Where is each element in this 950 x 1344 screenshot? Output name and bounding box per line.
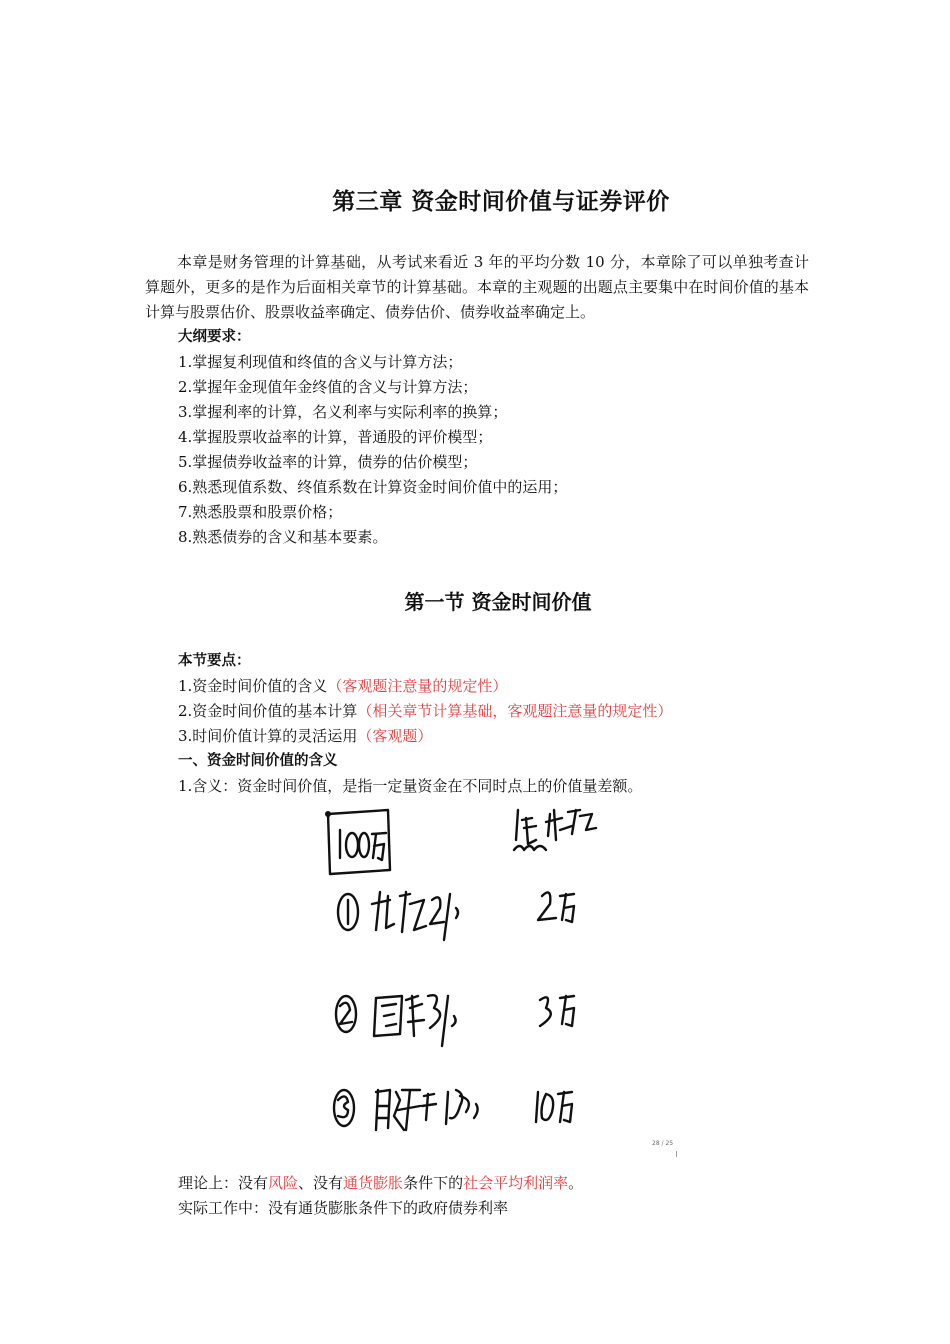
key-point-note: （相关章节计算基础，客观题注意量的规定性）	[357, 702, 673, 720]
theory-end: 。	[568, 1174, 584, 1192]
page-marker	[676, 1151, 677, 1157]
intro-paragraph: 本章是财务管理的计算基础，从考试来看近 3 年的平均分数 10 分，本章除了可以单独考查计算题外，更多的是作为后面相关章节的计算基础。本章的主观题的出题点主要集中在时间价值的基本计算与股票估价、股票收益率确定、债券估价、债券收益率确定上。	[145, 253, 809, 321]
outline-item: 7.熟悉股票和股票价格；	[178, 503, 343, 521]
outline-item: 2.掌握年金现值年金终值的含义与计算方法；	[178, 378, 478, 396]
outline-item: 1.掌握复利现值和终值的含义与计算方法；	[178, 353, 463, 371]
key-point-text: 2.资金时间价值的基本计算	[178, 702, 358, 720]
outline-item: 4.掌握股票收益率的计算，普通股的评价模型；	[178, 428, 493, 446]
outline-item: 8.熟悉债券的含义和基本要素。	[178, 528, 388, 546]
definition-line: 1.含义：资金时间价值，是指一定量资金在不同时点上的价值量差额。	[178, 777, 643, 795]
outline-item: 5.掌握债券收益率的计算，债券的估价模型；	[178, 453, 478, 471]
theory-line	[178, 1171, 583, 1196]
theory-inflation: 通货膨胀	[343, 1174, 404, 1192]
bottom-block	[178, 1171, 583, 1221]
chapter-title: 第三章 资金时间价值与证券评价	[332, 189, 670, 215]
theory-prefix: 理论上：没有	[178, 1174, 269, 1192]
handwriting-drawing	[310, 800, 690, 1160]
page-number: 28 / 25	[652, 1140, 674, 1147]
outline-item: 6.熟悉现值系数、终值系数在计算资金时间价值中的运用；	[178, 478, 568, 496]
section-title: 第一节 资金时间价值	[404, 590, 592, 614]
key-point-item	[178, 674, 672, 699]
key-points-block	[178, 649, 672, 799]
key-point-text: 3.时间价值计算的灵活运用	[178, 727, 358, 745]
key-point-text: 1.资金时间价值的含义	[178, 677, 328, 695]
outline-heading: 大纲要求：	[178, 329, 251, 345]
theory-middle: 条件下的	[403, 1174, 464, 1192]
key-point-note: （客观题）	[357, 727, 433, 745]
key-point-item	[178, 724, 672, 749]
theory-sep: 、没有	[298, 1174, 344, 1192]
outline-item: 3.掌握利率的计算，名义利率与实际利率的换算；	[178, 403, 508, 421]
theory-profit: 社会平均利润率	[463, 1174, 569, 1192]
practice-line: 实际工作中：没有通货膨胀条件下的政府债券利率	[178, 1199, 509, 1217]
outline-block	[178, 325, 567, 550]
key-points-heading: 本节要点：	[178, 653, 251, 669]
subheading-meaning: 一、资金时间价值的含义	[178, 753, 338, 769]
handwritten-sketch	[310, 800, 690, 1160]
key-point-note: （客观题注意量的规定性）	[327, 677, 508, 695]
key-point-item	[178, 699, 672, 724]
theory-risk: 风险	[268, 1174, 299, 1192]
